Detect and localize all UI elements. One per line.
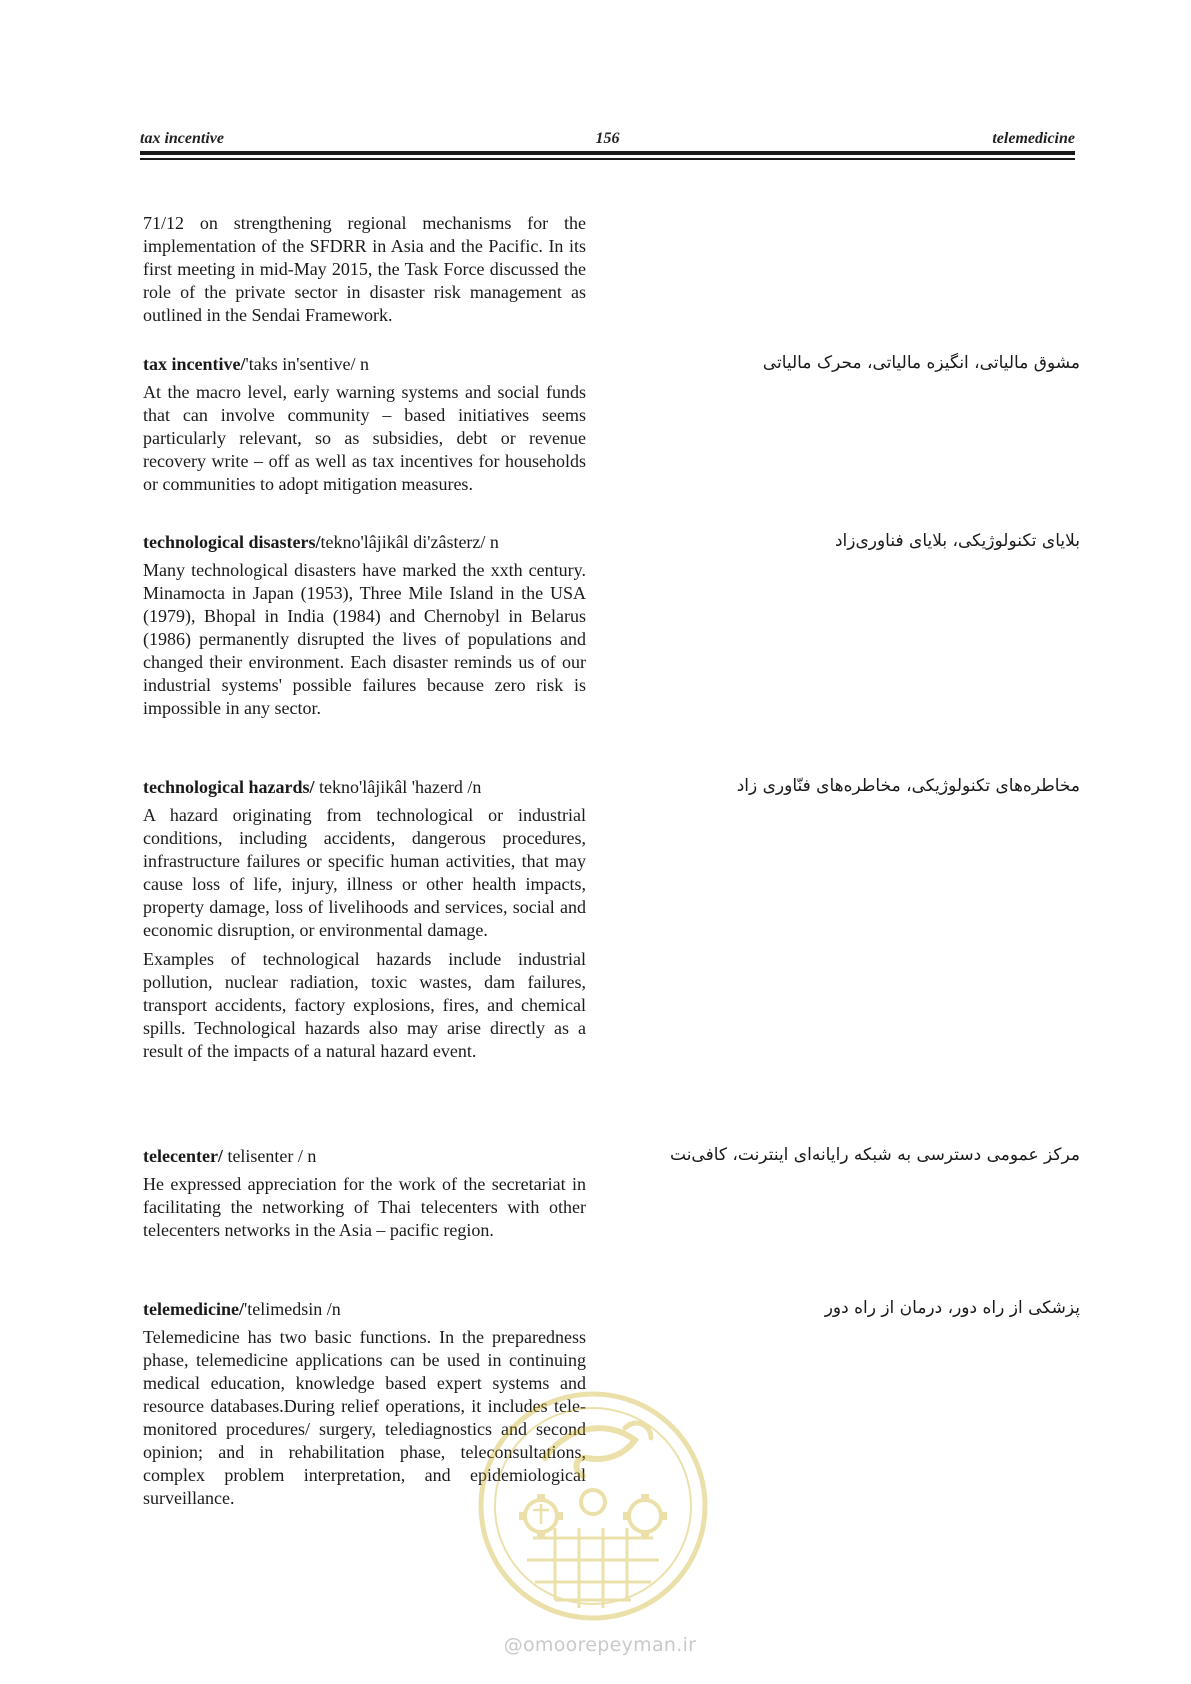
entry-headword-line bbox=[143, 1145, 586, 1167]
entry-technological-disasters bbox=[143, 531, 586, 720]
entry-term: tax incentive/ bbox=[143, 354, 246, 374]
entry-definition: At the macro level, early warning systems and social funds that can involve community – based initiatives seems particularly relevant, so as subsidies, debt or revenue recovery write – off as well as tax incentives for households or communities to adopt mitigation measures. bbox=[143, 382, 586, 494]
watermark-url: @omoorepeyman.ir bbox=[503, 1634, 697, 1656]
entry-pronunciation: telisenter / n bbox=[222, 1146, 317, 1166]
persian-equivalent-technological-disasters: بلایای تکنولوژیکی، بلایای فناوری‌زاد bbox=[834, 531, 1080, 551]
entry-tax-incentive bbox=[143, 353, 586, 496]
entry-technological-hazards bbox=[143, 776, 586, 1063]
entry-pronunciation: tekno'lâjikâl 'hazerd /n bbox=[314, 777, 482, 797]
running-header bbox=[140, 126, 1075, 146]
entry-headword-line bbox=[143, 1298, 586, 1320]
entry-telecenter bbox=[143, 1145, 586, 1242]
entry-definition-examples: Examples of technological hazards include industrial pollution, nuclear radiation, toxic wastes, dam failures, transport accidents, factory explosions, fires, and chemical spills. Technological hazards also may arise directly as a result of the impacts of a natural hazard event. bbox=[143, 949, 586, 1061]
persian-equivalent-tax-incentive: مشوق مالیاتی، انگیزه مالیاتی، محرک مالیاتی bbox=[762, 353, 1080, 373]
page-number: 156 bbox=[595, 130, 620, 147]
header-rule-thin bbox=[140, 158, 1075, 160]
continuation-text: 71/12 on strengthening regional mechanisms for the implementation of the SFDRR in Asia and the Pacific. In its first meeting in mid-May 2015, the Task Force discussed the role of the private sector in disaster risk management as outlined in the Sendai Framework. bbox=[143, 213, 586, 325]
header-rule-thick bbox=[140, 151, 1075, 155]
entry-definition: He expressed appreciation for the work of the secretariat in facilitating the networking of Thai telecenters with other telecenters networks in the Asia – pacific region. bbox=[143, 1174, 586, 1240]
entry-term: technological disasters/ bbox=[143, 532, 321, 552]
entry-pronunciation: tekno'lâjikâl di'zâsterz/ n bbox=[320, 532, 499, 552]
persian-equivalent-technological-hazards: مخاطره‌های تکنولوژیکی، مخاطره‌های فنّاوری زاد bbox=[736, 776, 1080, 796]
watermark-stamp-logo bbox=[475, 1388, 711, 1624]
persian-equivalent-telemedicine: پزشکی از راه دور، درمان از راه دور bbox=[824, 1298, 1080, 1318]
entry-headword-line bbox=[143, 531, 586, 553]
entry-pronunciation: 'taks in'sentive/ n bbox=[245, 354, 369, 374]
persian-equivalent-telecenter: مرکز عمومی دسترسی به شبکه رایانه‌ای اینترنت، کافی‌نت bbox=[670, 1145, 1080, 1165]
entry-term: telecenter/ bbox=[143, 1146, 223, 1166]
entry-definition: Many technological disasters have marked the xxth century. Minamocta in Japan (1953), Three Mile Island in the USA (1979), Bhopal in India (1984) and Chernobyl in Belarus (1986) permanently disrupted the lives of populations and changed their environment. Each disaster reminds us of our industrial systems' possible failures because zero risk is impossible in any sector. bbox=[143, 560, 586, 718]
entry-definition: Telemedicine has two basic functions. In the preparedness phase, telemedicine applications can be used in continuing medical education, knowledge based expert systems and resource databases.During relief operations, it includes tele- monitored procedures/ surgery, telediagnostics and second opinion; and in rehabilitation phase, teleconsultations, complex problem interpretation, and epidemiological surveillance. bbox=[143, 1327, 586, 1508]
entry-term: technological hazards/ bbox=[143, 777, 315, 797]
continuation-paragraph bbox=[143, 212, 586, 327]
entry-headword-line bbox=[143, 353, 586, 375]
right-guide-word: telemedicine bbox=[992, 130, 1075, 147]
entry-pronunciation: 'telimedsin /n bbox=[243, 1299, 341, 1319]
entry-definition: A hazard originating from technological or industrial conditions, including accidents, dangerous procedures, infrastructure failures or specific human activities, that may cause loss of life, injury, illness or other health impacts, property damage, loss of livelihoods and services, social and economic disruption, or environmental damage. bbox=[143, 805, 586, 940]
left-guide-word: tax incentive bbox=[140, 130, 224, 147]
entry-term: telemedicine/ bbox=[143, 1299, 244, 1319]
entry-headword-line bbox=[143, 776, 586, 798]
